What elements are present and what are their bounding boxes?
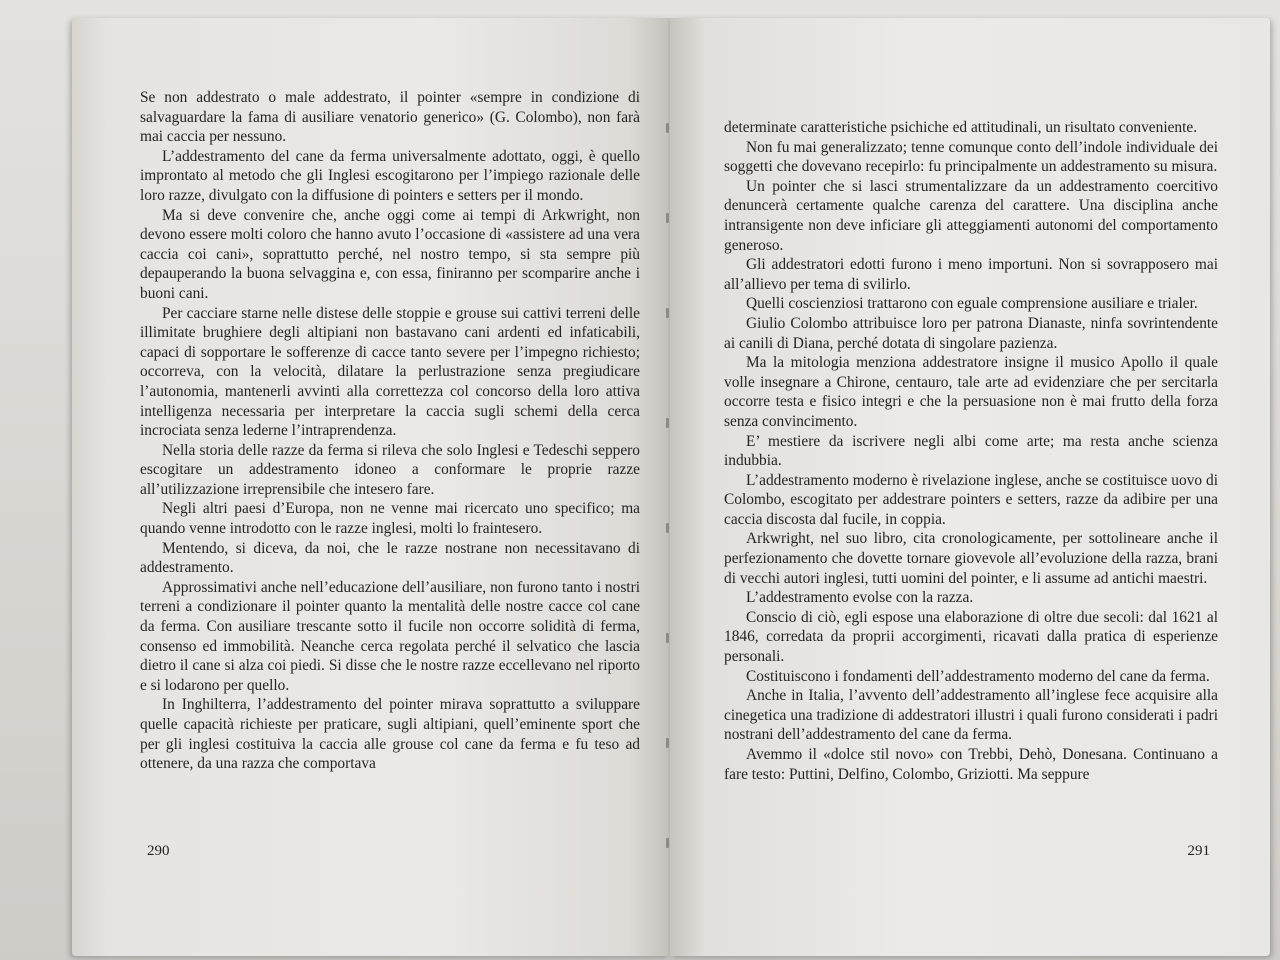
- left-page: [72, 18, 670, 956]
- paragraph: Ma si deve convenire che, anche oggi come ai tempi di Arkwright, non devono essere molti coloro che hanno avuto l’occasione di «assistere ad una vera caccia coi cani», soprattutto perché, nel nostro tempo, si sta sempre più depauperando la buona selvaggina e, con essa, finiranno per scomparire anche i buoni cani.: [140, 206, 640, 302]
- paragraph: E’ mestiere da iscrivere negli albi come arte; ma resta anche scienza indubbia.: [724, 432, 1218, 470]
- binding-stitch: [666, 633, 669, 643]
- page-number-right: 291: [1187, 843, 1210, 859]
- paragraph: Per cacciare starne nelle distese delle stoppie e grouse sui cattivi terreni delle illimitate brughiere degli altipiani non bastavano cani ardenti ed infaticabili, capaci di sopportare le sofferenze di cacce tanto severe per l’impegno richiesto; occorreva, con la velocità, dilatare la perlustrazione senza pregiudicare l’autonomia, mantenerli avvinti alla correttezza col concorso della loro attiva intelligenza necessaria per interpretare la caccia sugli schemi della cerca incrociata senza lederne l’intraprendenza.: [140, 304, 640, 440]
- paragraph: L’addestramento moderno è rivelazione inglese, anche se costituisce uovo di Colombo, escogitato per addestrare pointers e setters, razze da adibire per una caccia discosta dal fucile, in coppia.: [724, 471, 1218, 528]
- paragraph: Avemmo il «dolce stil novo» con Trebbi, Dehò, Donesana. Continuano a fare testo: Puttini, Delfino, Colombo, Griziotti. Ma seppure: [724, 746, 1218, 783]
- paragraph: Conscio di ciò, egli espose una elaborazione di oltre due secoli: dal 1621 al 1846, corredata da proprii accorgimenti, ricavati dalla pratica di esperienze personali.: [724, 608, 1218, 666]
- paragraph: Approssimativi anche nell’educazione dell’ausiliare, non furono tanto i nostri terreni a condizionare il pointer quanto la mentalità delle nostre cacce col cane da ferma. Con ausiliare trescante sotto il fucile non occorre solidità di ferma, consenso ed immobilità. Neanche cerca regolata perché il selvatico che lascia dietro il cane si alza coi piedi. Si disse che le nostre razze eccellevano nel riporto e si lodarono per quello.: [140, 578, 640, 694]
- open-book: [72, 18, 1270, 956]
- right-page-text: [724, 118, 1218, 784]
- paragraph: Ma la mitologia menziona addestratore insigne il musico Apollo il quale volle insegnare a Chirone, centauro, tale arte ad evidenziare che per sercitarla occorre testa e fisico integri e che la persuasione non è mai frutto della forza senza convincimento.: [724, 354, 1218, 430]
- right-page: [670, 18, 1270, 956]
- binding-stitch: [666, 523, 669, 533]
- paragraph: Non fu mai generalizzato; tenne comunque conto dell’indole individuale dei soggetti che dovevano recepirlo: fu principalmente un addestramento su misura.: [724, 138, 1218, 176]
- paragraph: Anche in Italia, l’avvento dell’addestramento all’inglese fece acquisire alla cinegetica una tradizione di addestratori illustri i quali furono considerati i padri nostrani dell’addestramento del cane da ferma.: [724, 687, 1218, 744]
- paragraph: Se non addestrato o male addestrato, il pointer «sempre in condizione di salvaguardare la fama di ausiliare venatorio generico» (G. Colombo), non farà mai caccia per nessuno.: [140, 89, 640, 146]
- binding-stitch: [666, 838, 669, 848]
- binding-stitch: [666, 738, 669, 748]
- paragraph: Gli addestratori edotti furono i meno importuni. Non si sovrapposero mai all’allievo per tema di svilirlo.: [724, 256, 1218, 293]
- paragraph: Arkwright, nel suo libro, cita cronologicamente, per sottolineare anche il perfezionamento che dovette tornare giovevole all’evoluzione della razza, brani di vecchi autori inglesi, tutti uomini del pointer, e li assume ad antichi maestri.: [724, 530, 1218, 587]
- paragraph: Un pointer che si lasci strumentalizzare da un addestramento coercitivo denuncerà certamente qualche carenza del carattere. Una disciplina anche intransigente non deve inficiare gli atteggiamenti autonomi del comportamento generoso.: [724, 177, 1218, 254]
- binding-stitch: [666, 418, 669, 428]
- paragraph: In Inghilterra, l’addestramento del pointer mirava soprattutto a sviluppare quelle capacità richieste per praticare, sugli altipiani, quell’eminente sport che per gli inglesi costituiva la caccia alle grouse col cane da ferma e fu teso ad ottenere, da una razza che comportava: [140, 696, 640, 773]
- paragraph: determinate caratteristiche psichiche ed attitudinali, un risultato conveniente.: [724, 119, 1198, 136]
- paragraph: Quelli coscienziosi trattarono con eguale comprensione ausiliare e trialer.: [746, 295, 1198, 313]
- paragraph: Mentendo, si diceva, da noi, che le razze nostrane non necessitavano di addestramento.: [140, 539, 640, 577]
- binding-stitch: [666, 213, 669, 223]
- binding-stitch: [666, 308, 669, 318]
- left-page-text: [140, 88, 640, 774]
- paragraph: L’addestramento evolse con la razza.: [746, 589, 974, 607]
- paragraph: Costituiscono i fondamenti dell’addestramento moderno del cane da ferma.: [746, 667, 1210, 685]
- paragraph: Nella storia delle razze da ferma si rileva che solo Inglesi e Tedeschi seppero escogitare un addestramento idoneo a conformare le proprie razze all’utilizzazione irreprensibile che intesero fare.: [140, 441, 640, 498]
- paragraph: Giulio Colombo attribuisce loro per patrona Dianaste, ninfa sovrintendente ai canili di Diana, perché dotata di singolare pazienza.: [724, 314, 1218, 352]
- page-number-left: 290: [147, 843, 170, 859]
- paragraph: Negli altri paesi d’Europa, non ne venne mai ricercato uno specifico; ma quando venne introdotto con le razze inglesi, molti lo fraintesero.: [140, 500, 640, 538]
- binding-stitch: [666, 123, 669, 133]
- paragraph: L’addestramento del cane da ferma universalmente adottato, oggi, è quello improntato al metodo che gli Inglesi escogitarono per l’impiego razionale delle loro razze, divulgato con la diffusione di pointers e setters per il mondo.: [140, 147, 640, 204]
